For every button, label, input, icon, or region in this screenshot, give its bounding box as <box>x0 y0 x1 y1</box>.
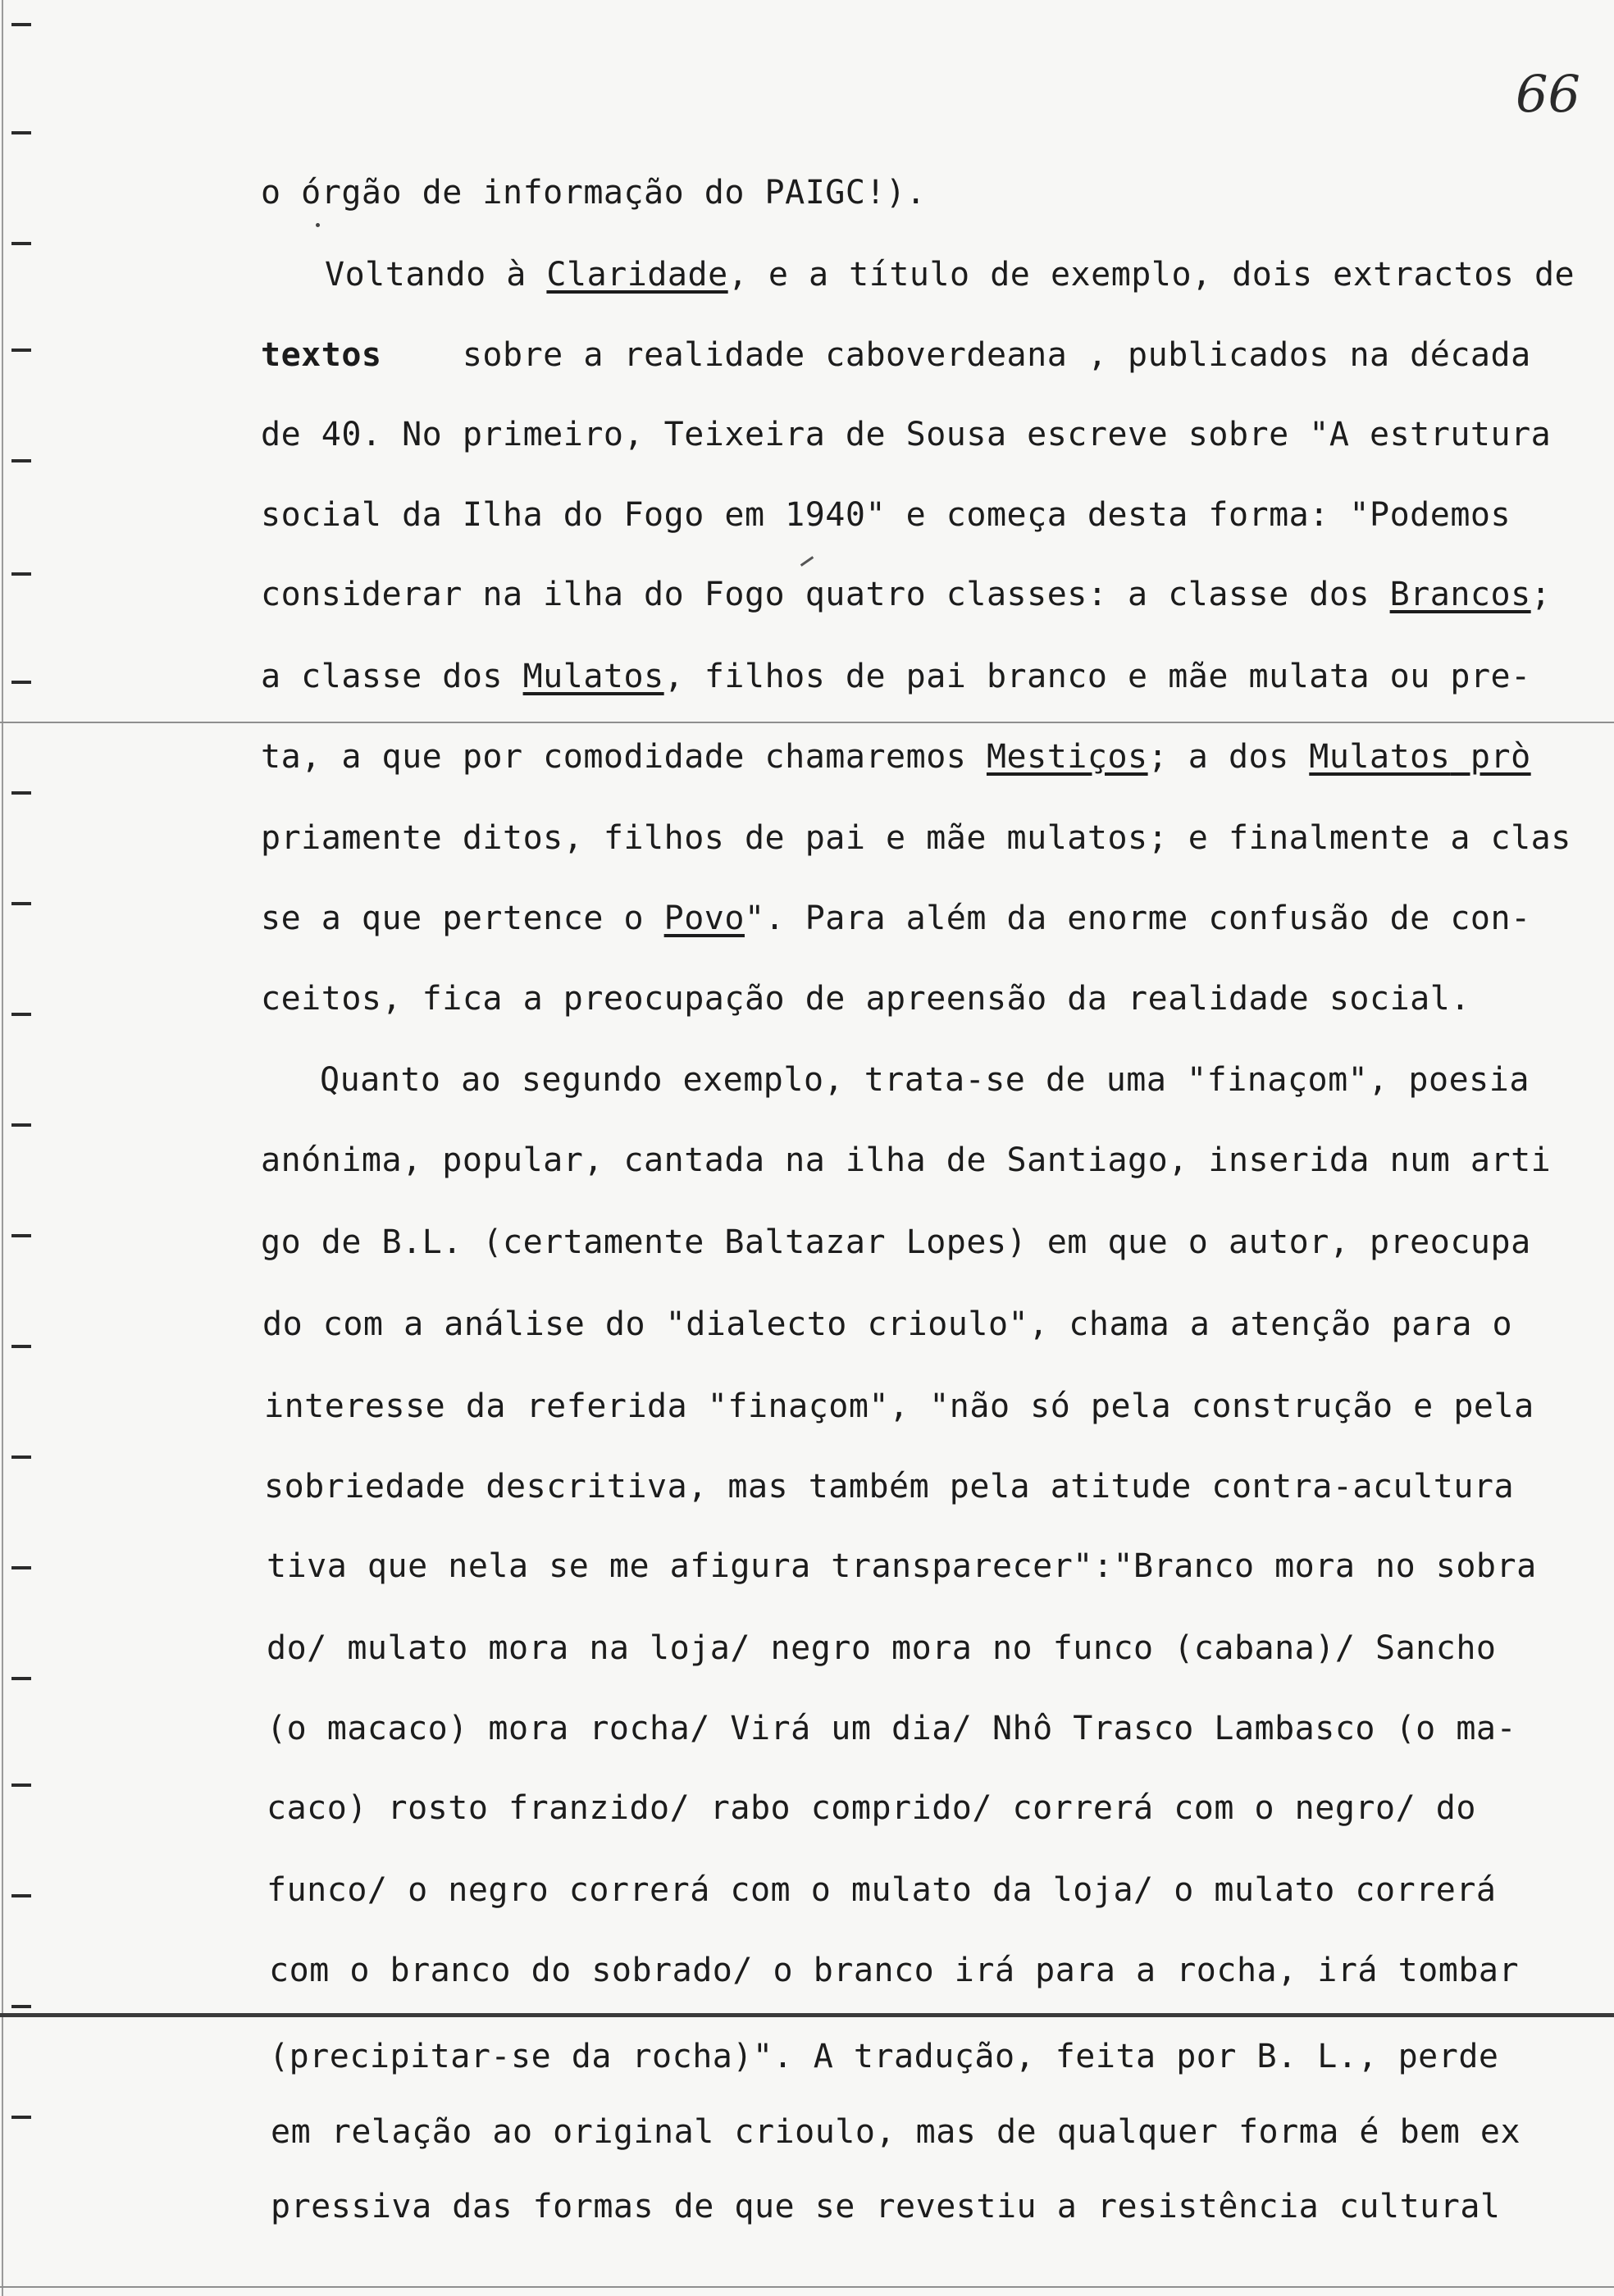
text-segment: sobre a realidade caboverdeana , publicados na década <box>381 336 1531 374</box>
margin-tick <box>11 1784 31 1787</box>
text-line <box>261 335 1531 376</box>
text-line: social da Ilha do Fogo em 1940" e começa desta forma: "Podemos <box>261 496 1511 534</box>
fold-line <box>0 2013 1614 2017</box>
text-line: go de B.L. (certamente Baltazar Lopes) em que o autor, preocupa <box>261 1223 1531 1261</box>
text-line <box>261 656 1531 697</box>
text-segment: a classe dos <box>261 658 523 695</box>
fold-line <box>0 722 1614 723</box>
underlined-term: Mulatos <box>1309 738 1451 776</box>
text-line: (precipitar-se da rocha)". A tradução, feita por B. L., perde <box>269 2038 1499 2075</box>
margin-tick <box>11 242 31 245</box>
text-line: ceitos, fica a preocupação de apreensão da realidade social. <box>261 980 1470 1018</box>
ink-mark <box>800 556 814 567</box>
margin-tick <box>11 1677 31 1680</box>
margin-tick <box>11 2116 31 2119</box>
text-line <box>261 574 1551 615</box>
text-line: em relação ao original crioulo, mas de qualquer forma é bem ex <box>271 2113 1521 2151</box>
margin-tick <box>11 1566 31 1569</box>
margin-tick <box>11 23 31 26</box>
text-line: interesse da referida "finaçom", "não só pela construção e pela <box>264 1387 1534 1425</box>
text-line: caco) rosto franzido/ rabo comprido/ correrá com o negro/ do <box>267 1789 1476 1827</box>
margin-tick <box>11 131 31 134</box>
margin-tick <box>11 1123 31 1127</box>
underlined-term: Brancos <box>1389 576 1531 613</box>
text-line: priamente ditos, filhos de pai e mãe mulatos; e finalmente a clas <box>261 819 1571 857</box>
text-line: sobriedade descritiva, mas também pela atitude contra-acultura <box>264 1468 1515 1506</box>
margin-tick <box>11 348 31 352</box>
margin-tick <box>11 1234 31 1237</box>
margin-tick <box>11 1894 31 1897</box>
text-line <box>325 254 1575 295</box>
margin-tick <box>11 1456 31 1459</box>
text-line: anónima, popular, cantada na ilha de Santiago, inserida num arti <box>261 1141 1552 1179</box>
text-line: pressiva das formas de que se revestiu a resistência cultural <box>271 2188 1501 2225</box>
underlined-term: Povo <box>663 900 745 937</box>
text-line: Quanto ao segundo exemplo, trata-se de uma "finaçom", poesia <box>320 1061 1530 1099</box>
margin-tick <box>11 1345 31 1348</box>
text-segment: ; a dos <box>1147 738 1310 776</box>
text-segment: se a que pertence o <box>261 900 664 937</box>
text-segment: , filhos de pai branco e mãe mulata ou pre- <box>663 658 1531 695</box>
text-segment: considerar na ilha do Fogo quatro classes: a classe dos <box>261 576 1390 613</box>
underlined-title: Claridade <box>546 256 728 294</box>
text-segment: textos <box>261 336 382 374</box>
margin-tick-marks <box>0 0 57 2296</box>
margin-tick <box>11 459 31 462</box>
ink-dot <box>316 223 320 227</box>
margin-tick <box>11 902 31 905</box>
margin-tick <box>11 681 31 684</box>
text-line: o órgão de informação do PAIGC!). <box>261 174 927 212</box>
text-line: de 40. No primeiro, Teixeira de Sousa escreve sobre "A estrutura <box>261 416 1552 453</box>
text-segment: ta, a que por comodidade chamaremos <box>261 738 987 776</box>
text-segment: Voltando à <box>325 256 547 294</box>
text-line: funco/ o negro correrá com o mulato da loja/ o mulato correrá <box>267 1871 1497 1909</box>
text-line: (o macaco) mora rocha/ Virá um dia/ Nhô Trasco Lambasco (o ma- <box>267 1710 1517 1747</box>
page-number: 66 <box>1516 64 1580 124</box>
text-segment: ; <box>1530 576 1552 613</box>
margin-tick <box>11 572 31 576</box>
margin-tick <box>11 791 31 795</box>
underlined-term: Mestiços <box>986 738 1148 776</box>
text-line: do com a análise do "dialecto crioulo", chama a atenção para o <box>262 1305 1513 1343</box>
text-segment: ". Para além da enorme confusão de con- <box>744 900 1531 937</box>
text-line: do/ mulato mora na loja/ negro mora no funco (cabana)/ Sancho <box>267 1629 1497 1667</box>
margin-tick <box>11 1013 31 1016</box>
text-line <box>261 736 1531 777</box>
underlined-term: Mulatos <box>522 658 664 695</box>
margin-tick <box>11 2005 31 2008</box>
text-line: com o branco do sobrado/ o branco irá para a rocha, irá tombar <box>269 1952 1520 1989</box>
text-segment: prò <box>1450 738 1531 776</box>
text-line <box>261 898 1531 939</box>
text-line: tiva que nela se me afigura transparecer":"Branco mora no sobra <box>267 1547 1537 1585</box>
text-segment: , e a título de exemplo, dois extractos de <box>727 256 1575 294</box>
fold-line <box>0 2286 1614 2288</box>
